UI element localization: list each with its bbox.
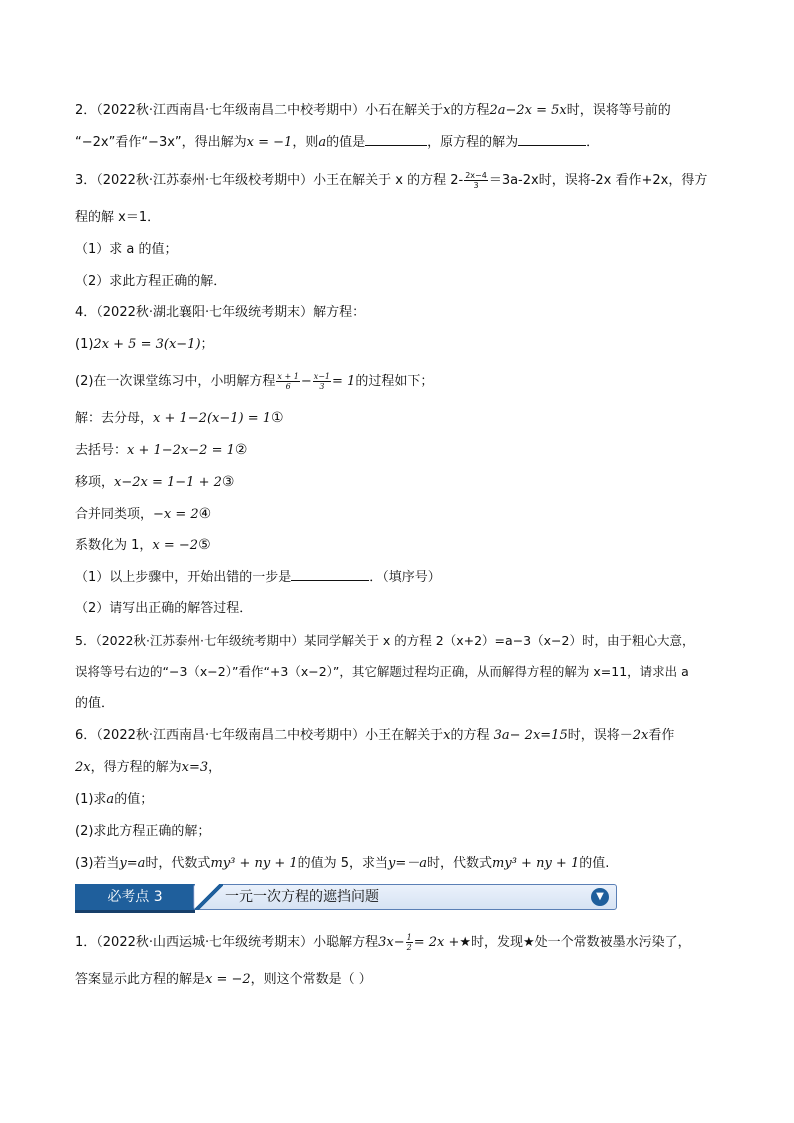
q4-step4: 合并同类项，−x = 2④ xyxy=(75,506,212,522)
q4-step5: 系数化为 1，x = −2⑤ xyxy=(75,537,211,553)
section-title: 一元一次方程的遮挡问题 xyxy=(225,889,379,905)
section-banner xyxy=(75,884,615,910)
q3-sub1: （1）求 a 的值； xyxy=(75,242,178,257)
q3-sub2: （2）求此方程正确的解． xyxy=(75,274,227,289)
answer-blank[interactable] xyxy=(291,568,369,581)
q3-line1: 3．（2022秋·江苏泰州·七年级校考期中）小王在解关于 x 的方程 2- $\frac{2x-4}{3}$ ＝3a-2x时，误将-2x 看作+2x，得方 xyxy=(75,171,708,190)
q4-q2: （2）请写出正确的解答过程． xyxy=(75,601,253,616)
q7-line2: 答案显示此方程的解是x = −2，则这个常数是（ ） xyxy=(75,972,372,987)
star-icon: ★ xyxy=(459,935,472,950)
q5-line2: 误将等号右边的“−3（x−2）”看作“+3（x−2）”，其它解题过程均正确，从而解得方程的解为 x=11，请求出 a xyxy=(75,664,689,679)
q2-line2: “−2x”看作“−3x”，得出解为x = −1，则a的值是 ，原方程的解为 ． xyxy=(75,135,600,150)
chevron-down-icon[interactable]: ▼ xyxy=(591,888,609,906)
q6-sub3: (3)若当y=a时，代数式my³ + ny + 1的值为 5，求当y=－a时，代数式my³ + ny + 1的值. xyxy=(75,856,610,871)
answer-blank[interactable] xyxy=(518,133,586,146)
banner-divider xyxy=(195,884,223,910)
q4-step2: 去括号：x + 1−2x−2 = 1② xyxy=(75,442,248,458)
q6-line2: 2x，得方程的解为x=3， xyxy=(75,760,222,775)
q2-line1: 2．（2022秋·江西南昌·七年级南昌二中校考期中）小石在解关于x的方程2a−2x = 5x时，误将等号前的 xyxy=(75,103,671,118)
q6-line1: 6．（2022秋·江西南昌·七年级南昌二中校考期中）小王在解关于x的方程 3a− 2x=15时，误将－2x看作 xyxy=(75,728,675,743)
fraction: $\frac{1}{2}$ xyxy=(406,933,412,952)
q7-line1: 1．（2022秋·山西运城·七年级统考期末）小聪解方程3x− $\frac{1}{2}$ = 2x +★时，发现★处一个常数被墨水污染了， xyxy=(75,933,691,952)
q4-part2: (2)在一次课堂练习中，小明解方程 $\frac{x + 1}{6}$ − $\frac{x-1}{3}$ = 1的过程如下； xyxy=(75,372,434,391)
q6-sub2: (2)求此方程正确的解； xyxy=(75,824,211,839)
q5-line1: 5．（2022秋·江苏泰州·七年级统考期中）某同学解关于 x 的方程 2（x+2）=a−3（x−2）时，由于粗心大意， xyxy=(75,633,695,648)
q4-q1: （1）以上步骤中，开始出错的一步是 ．（填序号） xyxy=(75,570,441,585)
q3-line2: 程的解 x＝1． xyxy=(75,210,161,225)
q4-part1: (1)2x + 5 = 3(x−1)； xyxy=(75,337,214,352)
q4-title: 4．（2022秋·湖北襄阳·七年级统考期末）解方程： xyxy=(75,305,366,320)
q5-line3: 的值． xyxy=(75,696,115,711)
fraction: $\frac{x + 1}{6}$ xyxy=(277,372,299,391)
section-label: 必考点 3 xyxy=(75,884,195,913)
q4-step1: 解：去分母，x + 1−2(x−1) = 1① xyxy=(75,410,284,426)
q4-step3: 移项，x−2x = 1−1 + 2③ xyxy=(75,474,235,490)
answer-blank[interactable] xyxy=(365,133,427,146)
fraction: $\frac{2x-4}{3}$ xyxy=(465,171,487,190)
fraction: $\frac{x-1}{3}$ xyxy=(313,372,331,391)
q6-sub1: (1)求a的值； xyxy=(75,792,154,807)
